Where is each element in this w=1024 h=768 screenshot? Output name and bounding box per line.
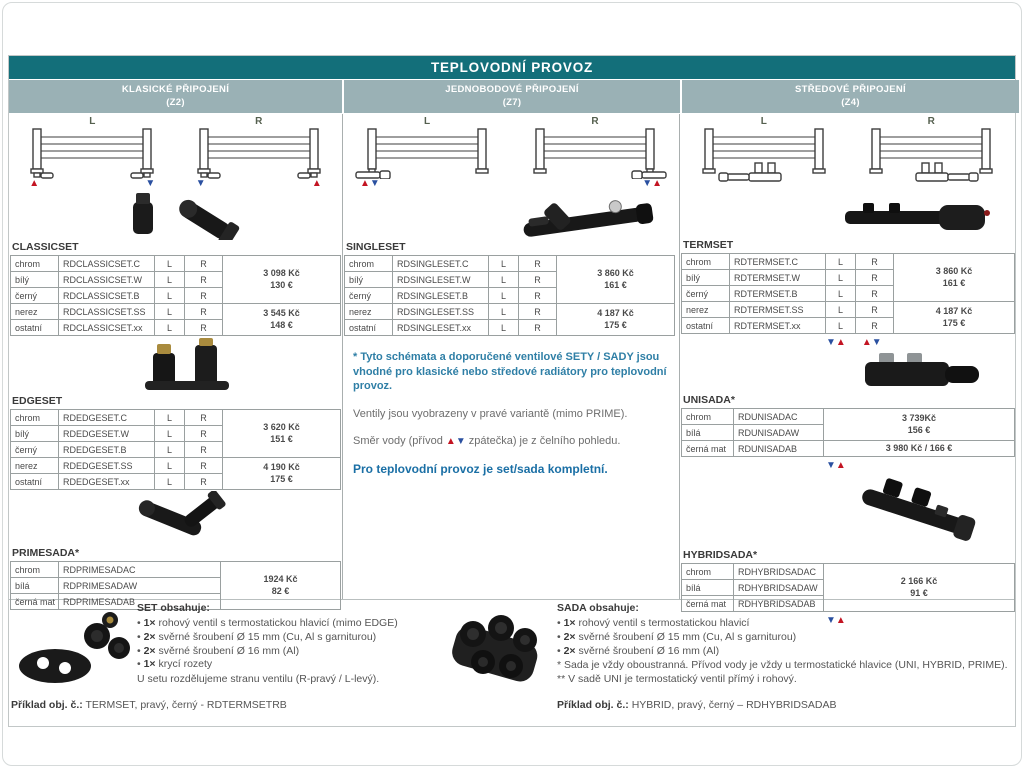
code-cell: RDHYBRIDSADAW bbox=[734, 580, 824, 596]
return-arrow-icon: ▼ bbox=[145, 178, 156, 189]
finish-cell: černá mat bbox=[682, 596, 734, 612]
finish-cell: černý bbox=[345, 288, 393, 304]
code-cell: RDEDGESET.C bbox=[59, 410, 155, 426]
page-title: TEPLOVODNÍ PROVOZ bbox=[9, 56, 1015, 79]
left-variant-cell: L bbox=[155, 410, 185, 426]
note-water-direction: Směr vody (přívod ▲▼ zpátečka) je z čelního pohledu. bbox=[353, 435, 621, 448]
finish-cell: ostatní bbox=[682, 318, 730, 334]
left-variant-cell: L bbox=[489, 272, 519, 288]
classicset-label: CLASSICSET bbox=[12, 241, 79, 253]
return-arrow-icon: ▼ bbox=[871, 337, 882, 348]
footer bbox=[9, 600, 1015, 726]
price-cell bbox=[223, 304, 341, 336]
price-cell bbox=[894, 254, 1015, 302]
finish-cell: chrom bbox=[682, 254, 730, 270]
code-cell: RDSINGLESET.SS bbox=[393, 304, 489, 320]
z4-diagram-right: R bbox=[848, 116, 1016, 190]
code-cell: RDSINGLESET.C bbox=[393, 256, 489, 272]
code-cell: RDEDGESET.W bbox=[59, 426, 155, 442]
code-cell: RDUNISADAB bbox=[734, 441, 824, 457]
price-cell bbox=[557, 304, 675, 336]
set-contents bbox=[137, 602, 449, 687]
z4-diagrams bbox=[680, 116, 1015, 190]
z7-left-arrows bbox=[352, 179, 502, 190]
z2-left-arrows bbox=[17, 179, 167, 190]
left-variant-cell: L bbox=[489, 320, 519, 336]
supply-arrow-icon: ▲ bbox=[360, 178, 370, 189]
finish-cell: nerez bbox=[345, 304, 393, 320]
finish-cell: bílá bbox=[682, 580, 734, 596]
finish-cell: černá mat bbox=[682, 441, 734, 457]
return-arrow-icon: ▼ bbox=[369, 178, 380, 189]
price-eur: 91 € bbox=[910, 587, 928, 598]
supply-arrow-icon: ▲ bbox=[311, 178, 322, 189]
code-cell: RDSINGLESET.W bbox=[393, 272, 489, 288]
finish-cell: chrom bbox=[11, 256, 59, 272]
right-variant-cell: R bbox=[185, 304, 223, 320]
edgeset-label: EDGESET bbox=[12, 395, 63, 407]
return-arrow-icon: ▼ bbox=[455, 436, 466, 448]
z7-diagram-right: R ▼ ▲ bbox=[511, 116, 679, 190]
table-row bbox=[345, 304, 675, 320]
unisada-arrows bbox=[826, 458, 1015, 470]
price-cell bbox=[824, 409, 1015, 441]
table-row bbox=[682, 254, 1015, 270]
z2-diagrams bbox=[9, 116, 342, 190]
radiator-schematic-icon bbox=[184, 127, 334, 179]
sada-contents-title: SADA obsahuje: bbox=[557, 602, 639, 614]
list-item: • 2× svěrné šroubení Ø 15 mm (Cu, Al s garniturou) bbox=[137, 631, 449, 645]
radiator-schematic-icon bbox=[856, 127, 1006, 185]
termset-label: TERMSET bbox=[683, 239, 734, 251]
z7-right-arrows bbox=[520, 179, 670, 190]
finish-cell: nerez bbox=[11, 304, 59, 320]
table-row bbox=[682, 564, 1015, 580]
set-note: U setu rozdělujeme stranu ventilu (R-pravý / L-levý). bbox=[137, 673, 380, 686]
return-arrow-icon: ▼ bbox=[195, 178, 206, 189]
sada-note-1: * Sada je vždy oboustranná. Přívod vody je vždy u termostatické hlavice (UNI, HYBRID, PRIME). bbox=[557, 659, 1008, 672]
left-variant-cell: L bbox=[155, 442, 185, 458]
column-z2 bbox=[9, 114, 342, 607]
left-variant-cell: L bbox=[489, 288, 519, 304]
code-cell: RDPRIMESADAB bbox=[59, 594, 221, 610]
radiator-schematic-icon bbox=[352, 127, 502, 179]
price-czk: 3 860 Kč bbox=[597, 267, 634, 278]
table-row bbox=[682, 441, 1015, 457]
sada-example: Příklad obj. č.: HYBRID, pravý, černý – RDHYBRIDSADAB bbox=[557, 699, 837, 711]
return-arrow-icon: ▼ bbox=[642, 178, 653, 189]
singleset-table bbox=[344, 255, 675, 336]
radiator-schematic-icon bbox=[17, 127, 167, 179]
price-czk: 3 620 Kč bbox=[263, 421, 300, 432]
supply-arrow-icon: ▲ bbox=[29, 178, 40, 189]
price-eur: 151 € bbox=[270, 433, 293, 444]
right-variant-cell: R bbox=[856, 286, 894, 302]
primesada-label: PRIMESADA* bbox=[12, 547, 80, 559]
price-eur: 156 € bbox=[907, 424, 931, 435]
set-contents-title: SET obsahuje: bbox=[137, 602, 210, 614]
code-cell: RDTERMSET.B bbox=[730, 286, 826, 302]
note-valves-variant: Ventily jsou vyobrazeny v pravé variantě (mimo PRIME). bbox=[353, 407, 628, 420]
supply-arrow-icon: ▲ bbox=[445, 436, 456, 448]
price-eur: 148 € bbox=[270, 319, 293, 330]
supply-arrow-icon: ▲ bbox=[835, 337, 846, 348]
hybridsada-label: HYBRIDSADA* bbox=[683, 549, 758, 561]
price-cell bbox=[223, 256, 341, 304]
right-variant-cell: R bbox=[519, 272, 557, 288]
unisada-label: UNISADA* bbox=[683, 394, 735, 406]
finish-cell: chrom bbox=[11, 562, 59, 578]
finish-cell: bílý bbox=[345, 272, 393, 288]
price-cell: 3 980 Kč / 166 € bbox=[824, 441, 1015, 457]
left-variant-cell: L bbox=[155, 320, 185, 336]
code-cell: RDTERMSET.SS bbox=[730, 302, 826, 318]
table-row bbox=[11, 562, 341, 578]
column-headers bbox=[9, 80, 1015, 113]
code-cell: RDSINGLESET.B bbox=[393, 288, 489, 304]
price-czk: 3 545 Kč bbox=[263, 307, 300, 318]
sada-note-2: ** V sadě UNI je termostatický ventil přímý i rohový. bbox=[557, 673, 797, 686]
left-variant-cell: L bbox=[826, 286, 856, 302]
price-cell bbox=[557, 256, 675, 304]
code-cell: RDCLASSICSET.C bbox=[59, 256, 155, 272]
price-cell bbox=[223, 458, 341, 490]
list-item: • 1× rohový ventil s termostatickou hlavicí (mimo EDGE) bbox=[137, 617, 449, 631]
return-arrow-icon: ▼ bbox=[826, 337, 836, 348]
price-czk: 1924 Kč bbox=[263, 573, 298, 584]
termset-table bbox=[681, 253, 1015, 334]
finish-cell: nerez bbox=[11, 458, 59, 474]
table-row bbox=[11, 304, 341, 320]
finish-cell: chrom bbox=[682, 564, 734, 580]
list-item: • 1× rohový ventil s termostatickou hlavicí bbox=[557, 617, 1015, 631]
right-variant-cell: R bbox=[519, 288, 557, 304]
code-cell: RDUNISADAC bbox=[734, 409, 824, 425]
code-cell: RDEDGESET.SS bbox=[59, 458, 155, 474]
right-variant-cell: R bbox=[185, 256, 223, 272]
right-variant-cell: R bbox=[185, 272, 223, 288]
code-cell: RDPRIMESADAC bbox=[59, 562, 221, 578]
price-czk: 4 187 Kč bbox=[935, 305, 973, 316]
finish-cell: černá mat bbox=[11, 594, 59, 610]
finish-cell: ostatní bbox=[345, 320, 393, 336]
price-czk: 4 187 Kč bbox=[597, 307, 634, 318]
hybridsada-photo bbox=[680, 470, 1015, 548]
left-variant-cell: L bbox=[155, 458, 185, 474]
finish-cell: chrom bbox=[345, 256, 393, 272]
finish-cell: bílá bbox=[682, 425, 734, 441]
column-header-z2: KLASICKÉ PŘIPOJENÍ (Z2) bbox=[9, 80, 342, 113]
left-variant-cell: L bbox=[155, 474, 185, 490]
return-arrow-icon: ▼ bbox=[826, 615, 836, 626]
code-cell: RDPRIMESADAW bbox=[59, 578, 221, 594]
singleset-label: SINGLESET bbox=[346, 241, 406, 253]
column-z4 bbox=[679, 114, 1015, 626]
table-row bbox=[682, 302, 1015, 318]
price-eur: 130 € bbox=[270, 279, 293, 290]
list-item: • 2× svěrné šroubení Ø 16 mm (Al) bbox=[137, 645, 449, 659]
right-variant-cell: R bbox=[519, 320, 557, 336]
code-cell: RDTERMSET.W bbox=[730, 270, 826, 286]
z2-diagram-left: L ▲ ▼ bbox=[9, 116, 176, 190]
z4-diagram-left: L bbox=[680, 116, 848, 190]
price-czk: 2 166 Kč bbox=[900, 575, 938, 586]
right-variant-cell: R bbox=[519, 256, 557, 272]
left-variant-cell: L bbox=[155, 272, 185, 288]
code-cell: RDCLASSICSET.SS bbox=[59, 304, 155, 320]
left-variant-cell: L bbox=[826, 318, 856, 334]
table-row bbox=[682, 409, 1015, 425]
finish-cell: bílá bbox=[11, 578, 59, 594]
radiator-schematic-icon bbox=[520, 127, 670, 179]
termset-photo bbox=[680, 190, 1015, 238]
code-cell: RDSINGLESET.xx bbox=[393, 320, 489, 336]
z2-right-arrows bbox=[184, 179, 334, 190]
set-example: Příklad obj. č.: TERMSET, pravý, černý - RDTERMSETRB bbox=[11, 699, 287, 711]
column-header-z4: STŘEDOVÉ PŘIPOJENÍ (Z4) bbox=[682, 80, 1019, 113]
code-cell: RDCLASSICSET.xx bbox=[59, 320, 155, 336]
price-eur: 175 € bbox=[942, 317, 966, 328]
column-z7 bbox=[342, 114, 679, 599]
right-variant-cell: R bbox=[519, 304, 557, 320]
classicset-table bbox=[10, 255, 341, 336]
left-variant-cell: L bbox=[155, 256, 185, 272]
price-eur: 161 € bbox=[604, 279, 627, 290]
supply-arrow-icon: ▲ bbox=[861, 337, 872, 348]
right-variant-cell: R bbox=[856, 270, 894, 286]
price-eur: 175 € bbox=[604, 319, 627, 330]
right-variant-cell: R bbox=[856, 318, 894, 334]
finish-cell: nerez bbox=[682, 302, 730, 318]
finish-cell: ostatní bbox=[11, 320, 59, 336]
right-variant-cell: R bbox=[185, 458, 223, 474]
unisada-table bbox=[681, 408, 1015, 457]
finish-cell: černý bbox=[11, 288, 59, 304]
termset-lr-arrows bbox=[826, 335, 1015, 347]
left-variant-cell: L bbox=[489, 304, 519, 320]
table-row bbox=[345, 256, 675, 272]
right-variant-cell: R bbox=[185, 288, 223, 304]
column-header-z7: JEDNOBODOVÉ PŘIPOJENÍ (Z7) bbox=[344, 80, 680, 113]
code-cell: RDCLASSICSET.W bbox=[59, 272, 155, 288]
price-eur: 82 € bbox=[271, 585, 290, 596]
left-variant-cell: L bbox=[155, 304, 185, 320]
left-variant-cell: L bbox=[826, 302, 856, 318]
supply-arrow-icon: ▲ bbox=[652, 178, 662, 189]
table-row bbox=[11, 256, 341, 272]
z2-diagram-right: R ▼ ▲ bbox=[176, 116, 343, 190]
right-variant-cell: R bbox=[856, 302, 894, 318]
rozety-photo bbox=[13, 606, 135, 695]
edgeset-table bbox=[10, 409, 341, 490]
table-row bbox=[11, 410, 341, 426]
right-variant-cell: R bbox=[856, 254, 894, 270]
edgeset-photo bbox=[9, 336, 342, 394]
price-czk: 3 098 Kč bbox=[263, 267, 300, 278]
left-variant-cell: L bbox=[826, 254, 856, 270]
return-arrow-icon: ▼ bbox=[826, 460, 836, 471]
sada-contents bbox=[557, 602, 1015, 687]
right-variant-cell: R bbox=[185, 474, 223, 490]
finish-cell: bílý bbox=[682, 270, 730, 286]
finish-cell: černý bbox=[11, 442, 59, 458]
right-variant-cell: R bbox=[185, 410, 223, 426]
code-cell: RDCLASSICSET.B bbox=[59, 288, 155, 304]
list-item: • 2× svěrné šroubení Ø 15 mm (Cu, Al s garniturou) bbox=[557, 631, 1015, 645]
code-cell: RDUNISADAW bbox=[734, 425, 824, 441]
code-cell: RDTERMSET.C bbox=[730, 254, 826, 270]
price-cell bbox=[223, 410, 341, 458]
finish-cell: chrom bbox=[682, 409, 734, 425]
code-cell: RDHYBRIDSADAB bbox=[734, 596, 824, 612]
classicset-photo bbox=[9, 190, 342, 240]
notes-block bbox=[343, 336, 679, 477]
z7-diagrams bbox=[343, 116, 679, 190]
list-item: • 2× svěrné šroubení Ø 16 mm (Al) bbox=[557, 645, 1015, 659]
list-item: • 1× krycí rozety bbox=[137, 658, 449, 672]
code-cell: RDHYBRIDSADAC bbox=[734, 564, 824, 580]
price-czk: 3 739Kč bbox=[901, 412, 937, 423]
sada-photo bbox=[441, 608, 549, 703]
radiator-schematic-icon bbox=[689, 127, 839, 185]
right-variant-cell: R bbox=[185, 426, 223, 442]
z7-diagram-left: L ▲ ▼ bbox=[343, 116, 511, 190]
finish-cell: chrom bbox=[11, 410, 59, 426]
finish-cell: ostatní bbox=[11, 474, 59, 490]
price-czk: 4 190 Kč bbox=[263, 461, 300, 472]
left-variant-cell: L bbox=[489, 256, 519, 272]
price-eur: 175 € bbox=[270, 473, 293, 484]
code-cell: RDTERMSET.xx bbox=[730, 318, 826, 334]
datasheet bbox=[8, 55, 1016, 727]
code-cell: RDEDGESET.B bbox=[59, 442, 155, 458]
left-variant-cell: L bbox=[155, 288, 185, 304]
note-complete: Pro teplovodní provoz je set/sada kompletní. bbox=[353, 461, 608, 476]
finish-cell: černý bbox=[682, 286, 730, 302]
right-variant-cell: R bbox=[185, 320, 223, 336]
price-cell bbox=[894, 302, 1015, 334]
finish-cell: bílý bbox=[11, 272, 59, 288]
primesada-photo bbox=[9, 490, 342, 546]
code-cell: RDEDGESET.xx bbox=[59, 474, 155, 490]
price-czk: 3 860 Kč bbox=[935, 265, 973, 276]
note-schemes: * Tyto schémata a doporučené ventilové SETY / SADY jsou vhodné pro klasické nebo středové radiátory pro teplovodní provoz. bbox=[353, 351, 667, 393]
unisada-photo bbox=[680, 347, 1015, 393]
price-eur: 161 € bbox=[942, 277, 966, 288]
table-row bbox=[11, 458, 341, 474]
finish-cell: bílý bbox=[11, 426, 59, 442]
left-variant-cell: L bbox=[155, 426, 185, 442]
supply-arrow-icon: ▲ bbox=[835, 460, 846, 471]
left-variant-cell: L bbox=[826, 270, 856, 286]
right-variant-cell: R bbox=[185, 442, 223, 458]
supply-arrow-icon: ▲ bbox=[835, 615, 846, 626]
singleset-photo bbox=[343, 190, 679, 240]
